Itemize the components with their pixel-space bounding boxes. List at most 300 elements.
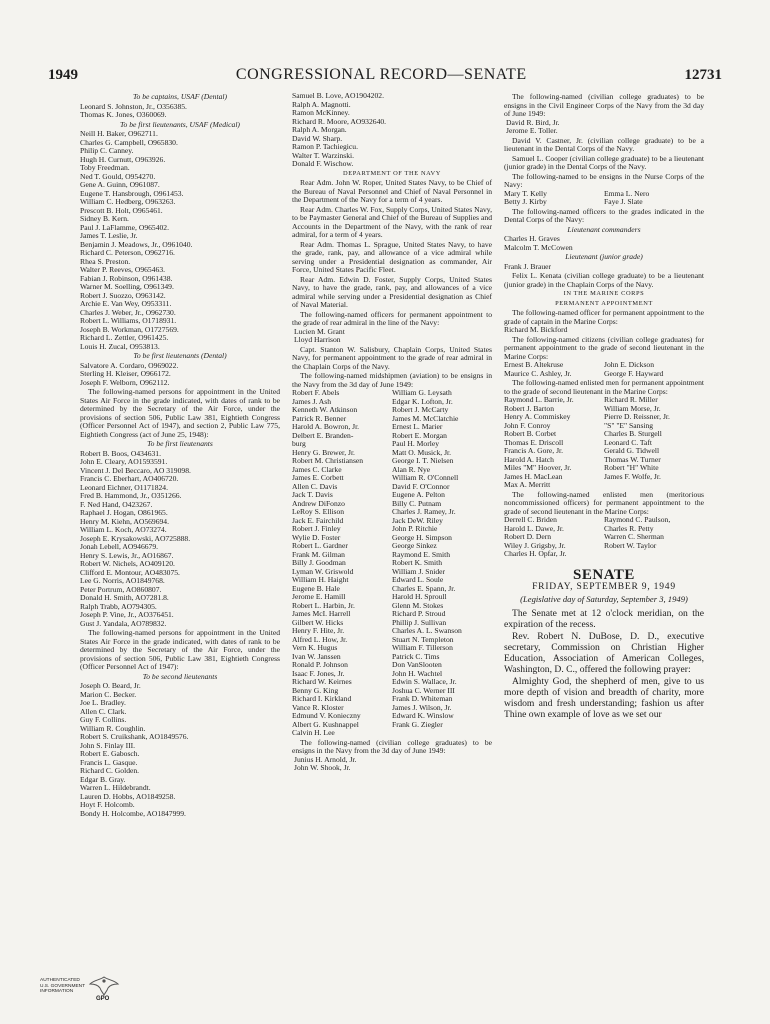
list-item: Allen C. Davis [292, 482, 338, 491]
list-item: Alfred L. How, Jr. [292, 635, 348, 644]
section-heading: Lieutenant (junior grade) [565, 252, 643, 261]
list-item: George H. Simpson [392, 533, 452, 542]
department-heading: DEPARTMENT OF THE NAVY [343, 169, 441, 177]
list-item: Edward K. Winslow [392, 712, 454, 720]
list-row [292, 593, 492, 602]
list-row [504, 464, 704, 473]
list-item: Salvatore A. Cordaro, O969022. [80, 360, 179, 370]
list-item: Jerome E. Hamill [292, 593, 346, 601]
gpo-label: GPO [96, 996, 110, 1002]
paragraph: The following-named persons for appointment in the United States Air Force in the grade indicated, with dates of rank to be determined by the Secretary of the Air Force, under the provisions of section 506, Public Law 381, Eightieth Congress (Officer Personnel Act of 1947): [80, 628, 280, 671]
list-row [504, 190, 704, 199]
list-item: Guy F. Collins. [80, 715, 127, 724]
list-item [392, 729, 492, 738]
list-row [292, 636, 492, 645]
list-item: Robert K. Smith [392, 559, 442, 567]
column-3 [504, 92, 704, 980]
list-item: Charles B. Sturgell [604, 430, 662, 438]
list-item: Donald F. Wischow. [292, 159, 354, 168]
list-row [504, 542, 704, 551]
name-list [292, 756, 492, 773]
list-item: Betty J. Kirby [504, 198, 547, 206]
list-item: Frank D. Whiteman [392, 695, 453, 703]
list-item: Edgar B. Gray. [80, 774, 126, 784]
name-list [80, 130, 280, 351]
list-item: Peter Portrum, AO860807. [80, 584, 162, 594]
list-row [292, 534, 492, 543]
list-item: Robert "H" White [604, 464, 659, 472]
list-item: Charles J. Weber, Jr., O962730. [80, 307, 176, 317]
name-list [80, 450, 280, 629]
list-item: burg [292, 440, 306, 448]
list-row [292, 627, 492, 636]
list-item: Louis H. Zucal, O953813. [80, 341, 160, 351]
list-item: William L. Koch, AO73274. [80, 525, 167, 534]
list-row [292, 610, 492, 619]
list-item: William H. Haight [292, 576, 349, 584]
list-row [292, 415, 492, 424]
list-item: Lyman W. Griswold [292, 567, 354, 576]
paragraph: Rear Adm. John W. Roper, United States Navy, to be Chief of the Bureau of Naval Personnel and Chief of Naval Personnel in the Department of the Navy for a term of 4 years. [292, 178, 492, 204]
list-item: Robert D. Dern [504, 533, 552, 541]
two-column-name-list [504, 190, 704, 207]
paragraph: The following-named enlisted men for permanent appointment to the grade of second lieutenant in the Marine Corps: [504, 378, 704, 396]
list-item: Derrell C. Briden [504, 516, 557, 524]
list-row [292, 644, 492, 653]
list-row [292, 695, 492, 704]
name-list [80, 103, 280, 120]
list-item: Robert L. Harbin, Jr. [292, 601, 355, 610]
list-item: Raphael J. Hogan, O861965. [80, 508, 168, 517]
list-item: Don VanSlooten [392, 661, 442, 669]
list-item: George Sinkez [392, 542, 437, 550]
list-item: Jonah Lebell, AO946679. [80, 542, 159, 551]
list-item: Harold A. Hatch [504, 455, 554, 464]
list-row [292, 687, 492, 696]
list-item: Benny G. King [292, 686, 339, 695]
list-item: Charles E. Spann, Jr. [392, 584, 456, 593]
list-item: Robert B. Boos, O434631. [80, 448, 162, 458]
list-item: Hugh H. Curnutt, O963926. [80, 154, 166, 164]
list-item: David R. Bird, Jr. [506, 117, 560, 127]
list-item: Warner M. Soelling, O961349. [80, 282, 174, 291]
eagle-icon [88, 974, 120, 998]
list-item: Junius H. Arnold, Jr. [294, 754, 357, 764]
list-item: Warren C. Sherman [604, 533, 664, 541]
list-item: Glenn M. Stokes [392, 601, 444, 610]
list-item: Richard C. Golden. [80, 766, 140, 775]
list-item: Robert L. Williams, O1718931. [80, 316, 177, 325]
list-row [292, 542, 492, 551]
name-list [292, 328, 492, 345]
list-item: Henry M. Kiehn, AO569694. [80, 516, 170, 526]
paragraph: The following-named midshipmen (aviation) to be ensigns in the Navy from the 3d day of June 1949: [292, 371, 492, 389]
list-item: Ramon P. Tachiegicu. [292, 142, 358, 151]
list-item: Sterling H. Kleiser, O966172. [80, 369, 171, 378]
list-row [504, 422, 704, 431]
list-item: William F. Tillerson [392, 644, 453, 652]
list-row [292, 721, 492, 730]
list-item: Edmund V. Konieczny [292, 712, 361, 720]
list-item: Henry G. Brewer, Jr. [292, 448, 355, 457]
list-item: John E. Dickson [604, 361, 654, 369]
list-item: James F. Wolfe, Jr. [604, 472, 661, 481]
list-item: William G. Leysath [392, 389, 452, 397]
list-item: Matt O. Musick, Jr. [392, 448, 452, 457]
list-item: Eugene A. Pelton [392, 491, 445, 499]
list-item: Warren L. Hildebrandt. [80, 783, 151, 792]
paragraph: The following-named persons for appointment in the United States Air Force in the grade indicated, with dates of rank to be determined by the Secretary of the Air Force, under the provisions of section 506, Public Law 381, Eightieth Congress (Officer Personnel Act of 1947), and section 2, Public Law 775, Eightieth Congress (act of June 25, 1948): [80, 387, 280, 439]
list-row [504, 533, 704, 542]
list-item: Ramon McKinney. [292, 108, 350, 117]
prayer-paragraph: Almighty God, the shepherd of men, give to us more depth of vision and breadth of charity, more wisdom and fresh understanding; fashion us after Thine own example of love as we set our [504, 675, 704, 720]
list-row [292, 661, 492, 670]
list-item: Walter T. Warzinski. [292, 150, 355, 160]
list-row [504, 473, 704, 482]
list-row [504, 525, 704, 534]
list-item: Ernest L. Marier [392, 423, 443, 431]
paragraph: The following-named officer for permanent appointment to the grade of captain in the Marine Corps: [504, 308, 704, 326]
name-list [504, 235, 704, 252]
list-item: Robert F. Abels [292, 389, 340, 397]
list-item: Lauren D. Hobbs, AO1849258. [80, 791, 176, 801]
list-item: Prescott B. Holt, O965461. [80, 205, 163, 215]
list-item: Edgar K. Lofton, Jr. [392, 397, 453, 406]
list-row [504, 198, 704, 207]
list-item: Mary T. Kelly [504, 189, 547, 198]
list-item: Frank G. Ziegler [392, 720, 443, 729]
paragraph: Rear Adm. Charles W. Fox, Supply Corps, United States Navy, to be Paymaster General and Chief of the Bureau of Supplies and Accounts in the Department of the Navy, with the rank of rear admiral, for a term of 4 years. [292, 204, 492, 239]
list-item: Ernest B. Altekruse [504, 361, 564, 369]
list-item: Neill H. Baker, O962711. [80, 129, 158, 138]
list-item: David F. O'Connor [392, 482, 450, 491]
column-1 [80, 92, 280, 980]
list-item: Samuel B. Love, AO1904202. [292, 92, 384, 100]
paragraph: Rear Adm. Edwin D. Foster, Supply Corps, United States Navy, to have the grade, rank, pay, and allowances of a vice admiral while serving under a Presidential designation as Chief of Naval Material. [292, 274, 492, 309]
list-row [292, 619, 492, 628]
list-row [504, 413, 704, 422]
list-item: Robert L. Gardner [292, 542, 348, 550]
list-item: Francis C. Eberhart, AO406720. [80, 474, 179, 483]
list-item: Benjamin J. Meadows, Jr., O961040. [80, 239, 193, 249]
list-row [292, 576, 492, 585]
list-item: Isaac F. Jones, Jr. [292, 669, 345, 678]
list-item: "S" "E" Sansing [604, 421, 654, 430]
list-item: Hoyt F. Holcomb. [80, 800, 135, 809]
name-list [504, 326, 704, 335]
list-row [292, 712, 492, 721]
paragraph: David V. Castner, Jr. (civilian college graduate) to be a lieutenant in the Dental Corps of the Navy. [504, 135, 704, 153]
two-column-name-list [504, 396, 704, 490]
list-row [292, 653, 492, 662]
list-item: Ronald P. Johnson [292, 661, 348, 669]
list-row [292, 389, 492, 398]
list-item: George F. Hayward [604, 369, 664, 378]
list-item: Paul J. LaFlamme, O965402. [80, 222, 170, 232]
name-list [292, 92, 492, 169]
list-item: Miles "M" Hoover, Jr. [504, 464, 572, 472]
list-item: John S. Finlay III. [80, 740, 136, 750]
list-item: Robert B. Corbet [504, 430, 557, 438]
list-item: Edward L. Soule [392, 576, 444, 584]
list-item: Frank M. Gilman [292, 550, 345, 559]
list-item: John W. Shook, Jr. [294, 763, 351, 772]
list-item: James McI. Harrell [292, 610, 351, 618]
list-item: Lucien M. Grant [294, 326, 345, 336]
paragraph: Capt. Stanton W. Salisbury, Chaplain Corps, United States Navy, for permanent appointment to the grade of rear admiral in the Chaplain Corps of the Navy. [292, 344, 492, 371]
list-item: Francis L. Gasque. [80, 757, 138, 767]
paragraph: The following-named officers to the grades indicated in the Dental Corps of the Navy: [504, 206, 704, 224]
list-item: Faye J. Slate [604, 198, 643, 206]
list-item: Clifford E. Montour, AO483075. [80, 567, 180, 577]
paragraph: The following-named (civilian college graduates) to be ensigns in the Civil Engineer Corps of the Navy from the 3d day of June 1949: [504, 92, 704, 118]
list-row [292, 585, 492, 594]
section-heading: To be first lieutenants, USAF (Medical) [120, 119, 240, 129]
list-item: Edwin S. Wallace, Jr. [392, 678, 457, 686]
list-item: Jack DeW. Riley [392, 516, 443, 525]
list-item: Wylie D. Foster [292, 533, 341, 542]
list-row [292, 474, 492, 483]
gpo-eagle-logo [88, 974, 120, 1008]
list-item: Eugene T. Hansbrough, O961453. [80, 188, 184, 198]
name-list [80, 362, 280, 388]
list-item: Delbert E. Branden- [292, 431, 354, 440]
list-row [292, 483, 492, 492]
list-item: Alan R. Nye [392, 465, 431, 474]
paragraph: Samuel L. Cooper (civilian college graduate) to be a lieutenant (junior grade) in the Dental Corps of the Navy. [504, 153, 704, 171]
list-row [292, 491, 492, 500]
list-row [292, 704, 492, 713]
list-item: Kenneth W. Atkinson [292, 406, 358, 414]
list-item: Billy J. Goodman [292, 559, 346, 567]
list-item: Robert J. Suozzo, O963142. [80, 290, 166, 300]
list-item: William R. O'Connell [392, 474, 459, 482]
list-item: James J. Ash [292, 397, 332, 406]
list-row [292, 729, 492, 738]
list-item: Charles R. Petty [604, 524, 654, 533]
list-item: Pierre D. Reissner, Jr. [604, 413, 670, 421]
list-item: Vern K. Hugus [292, 644, 338, 652]
list-row [504, 396, 704, 405]
page-header [48, 66, 722, 90]
list-item: James E. Corbett [292, 474, 344, 482]
list-item: Joseph P. Vine, Jr., AO376451. [80, 610, 174, 619]
list-item: John E. Cleary, AO1593591. [80, 457, 168, 466]
list-item: Ralph A. Magnotti. [292, 99, 351, 109]
list-item: Robert E. Gabosch. [80, 749, 140, 758]
list-item: Henry A. Commiskey [504, 413, 571, 421]
list-item: Stuart N. Templeton [392, 635, 454, 644]
list-row [292, 525, 492, 534]
list-item: Harold H. Sproull [392, 593, 447, 601]
list-item: Harold A. Bowron, Jr. [292, 423, 360, 431]
list-item: Emma L. Nero [604, 189, 650, 198]
list-item: John H. Wachtel [392, 669, 443, 678]
list-item: Henry F. Hite, Jr. [292, 627, 345, 635]
list-row [292, 466, 492, 475]
list-item: William R. Coughlin. [80, 723, 146, 733]
list-item: Lloyd Harrison [294, 335, 341, 344]
list-row [292, 398, 492, 407]
list-item: Allen C. Clark. [80, 706, 127, 716]
list-item: Wiley J. Grigsby, Jr. [504, 541, 566, 550]
section-heading: Lieutenant commanders [567, 224, 641, 234]
list-item: William J. Snider [392, 567, 446, 576]
list-row [292, 406, 492, 415]
list-item: Harold L. Dawe, Jr. [504, 524, 564, 533]
list-row [504, 550, 704, 559]
list-item: Ned T. Gould, O954270. [80, 171, 156, 181]
list-item: Henry S. Lewis, Jr., AO16867. [80, 550, 174, 560]
two-column-name-list [292, 389, 492, 738]
list-item: Richard W. Keirnes [292, 678, 352, 686]
list-item: Richard R. Moore, AO932640. [292, 116, 387, 126]
list-item: Thomas E. Driscoll [504, 438, 564, 447]
list-row [504, 447, 704, 456]
legislative-day: (Legislative day of Saturday, September 3, 1949) [520, 593, 688, 604]
list-item: James H. MacLean [504, 472, 563, 481]
list-item: Charles G. Campbell, O965830. [80, 137, 178, 147]
list-item: Richard I. Kirkland [292, 695, 352, 703]
list-row [292, 568, 492, 577]
list-item: Richard L. Zettler, O961425. [80, 333, 169, 342]
list-item: Richard P. Stroud [392, 610, 446, 618]
list-row [292, 500, 492, 509]
paragraph: The following-named enlisted men (meritorious noncommissioned officers) for permanent appointment to the grade of second lieutenant in the Marine Corps: [504, 489, 704, 516]
list-item: Jack T. Davis [292, 491, 333, 499]
list-item: Richard M. Bickford [504, 325, 568, 334]
paragraph: The following-named to be ensigns in the Nurse Corps of the Navy: [504, 171, 704, 189]
list-item: John P. Ritchie [392, 525, 438, 533]
list-item: Charles H. Opfar, Jr. [504, 550, 567, 558]
section-heading: To be captains, USAF (Dental) [133, 92, 227, 101]
section-heading: PERMANENT APPOINTMENT [555, 299, 653, 307]
list-item: Billy C. Putnam [392, 499, 442, 508]
paragraph: The Senate met at 12 o'clock meridian, on the expiration of the recess. [504, 607, 704, 630]
list-item: Joseph F. Welborn, O962112. [80, 377, 170, 387]
list-item: Albert G. Kushnappel [292, 720, 359, 729]
paragraph: The following-named officers for permanent appointment to the grade of rear admiral in the line of the Navy: [292, 309, 492, 327]
paragraph: Felix L. Kenata (civilian college graduate) to be a lieutenant (junior grade) in the Chaplain Corps of the Navy. [504, 271, 704, 289]
list-item: Joshua C. Werner III [392, 686, 455, 695]
list-item: Bondy H. Holcombe, AO1847999. [80, 808, 186, 818]
list-row [292, 551, 492, 560]
list-item: James T. Leslie, Jr. [80, 231, 138, 240]
list-item: Joe L. Bradley. [80, 698, 126, 707]
list-item: Ralph A. Morgan. [292, 125, 347, 134]
list-item: Thomas K. Jones, O360069. [80, 110, 167, 119]
list-item: Gilbert W. Hicks [292, 618, 344, 627]
list-row [292, 602, 492, 611]
list-item: Leonard Eichner, O1171824. [80, 482, 168, 492]
section-heading: To be first lieutenants (Dental) [133, 351, 227, 360]
list-item: Gust J. Yandala, AO789832. [80, 618, 167, 628]
list-item: Toby Freedman. [80, 163, 130, 172]
list-item: John F. Conroy [504, 421, 551, 430]
section-heading: To be second lieutenants [142, 671, 218, 681]
list-item: Robert J. McCarty [392, 406, 449, 414]
paragraph: Rear Adm. Thomas L. Sprague, United States Navy, to have the grade, rank, pay, and allowance of a vice admiral while serving under a Presidential designation as commander, Air Force, United States Pacific Fleet. [292, 239, 492, 274]
list-item: Gene A. Guinn, O961087. [80, 180, 160, 189]
list-item: Rhea S. Preston. [80, 256, 131, 266]
list-item: Charles J. Ramey, Jr. [392, 508, 456, 516]
list-item: Patrick R. Benner [292, 414, 347, 423]
section-heading: IN THE MARINE CORPS [563, 290, 645, 297]
list-item: Joseph E. Krysakowski, AO725888. [80, 533, 191, 543]
list-item: William Morse, Jr. [604, 404, 661, 413]
session-date: FRIDAY, SEPTEMBER 9, 1949 [532, 582, 676, 592]
senate-heading: SENATE [573, 566, 635, 583]
list-item: Archie E. Van Wey, O953311. [80, 299, 172, 308]
list-item: Ivan W. Janssen [292, 652, 341, 661]
list-item: James C. Clarke [292, 465, 342, 474]
list-item: Walter P. Reeves, O965463. [80, 265, 166, 274]
list-item: Robert J. Finley [292, 525, 341, 533]
list-item: James J. Wilson, Jr. [392, 703, 452, 712]
list-item [604, 550, 704, 559]
list-row [292, 670, 492, 679]
list-item: Robert S. Cruikshank, AO1849576. [80, 732, 189, 741]
list-item: Gerald G. Tidwell [604, 447, 660, 455]
list-row [504, 370, 704, 379]
list-item: F. Ned Hand, O423267. [80, 499, 153, 509]
list-row [292, 559, 492, 568]
list-item: Vance R. Kloster [292, 703, 344, 712]
two-column-name-list [504, 361, 704, 378]
two-column-name-list [504, 516, 704, 559]
name-list [504, 263, 704, 272]
paragraph: Rev. Robert N. DuBose, D. D., executive secretary, Commission on Christian Higher Education, Association of American Colleges, Washington, D. C., offered the following prayer: [504, 630, 704, 675]
list-item: Patrick C. Tims [392, 652, 440, 661]
list-item: Robert W. Taylor [604, 541, 657, 550]
list-item: Francis A. Gore, Jr. [504, 447, 564, 455]
list-item: Philip C. Canney. [80, 146, 134, 155]
list-item: Malcolm T. McCowen [504, 242, 573, 252]
list-item: Sidney B. Kern. [80, 214, 129, 223]
list-item: Richard R. Miller [604, 396, 658, 404]
list-item: Robert M. Christiansen [292, 457, 364, 465]
name-list [80, 682, 280, 818]
list-row [504, 430, 704, 439]
list-item [604, 481, 704, 490]
list-item: Fabian J. Robinson, O961438. [80, 273, 173, 283]
list-item: Thomas W. Turner [604, 455, 661, 464]
list-item: Marion C. Becker. [80, 689, 137, 699]
list-row [504, 405, 704, 414]
list-item: Charles A. L. Swanson [392, 627, 462, 635]
list-item: Ralph Trabb, AO794305. [80, 601, 157, 611]
list-item: Lee G. Norris, AO1849768. [80, 576, 165, 585]
list-item: Paul H. Morley [392, 440, 440, 448]
list-row [504, 439, 704, 448]
list-row [504, 481, 704, 490]
list-item: Robert E. Morgan [392, 431, 447, 440]
list-row [292, 678, 492, 687]
list-item: James M. McClatchie [392, 414, 459, 423]
list-item: Joseph O. Beard, Jr. [80, 681, 141, 690]
list-item: Robert W. Nichels, AO409120. [80, 559, 175, 568]
paragraph: The following-named (civilian college graduates) to be ensigns in the Navy from the 3d day of June 1949: [292, 737, 492, 755]
list-item: Andrew DiFonzo [292, 499, 345, 508]
header-page-number: 12731 [684, 67, 722, 83]
list-item: Jerome E. Toller. [506, 126, 558, 135]
paragraph: The following-named citizens (civilian college graduates) for permanent appointment to the grade of second lieutenant in the Marine Corps: [504, 334, 704, 361]
list-item: LeRoy S. Ellison [292, 508, 345, 516]
list-item: Raymond E. Smith [392, 550, 451, 559]
list-item: David W. Sharp. [292, 133, 343, 143]
authentication-stamp [40, 974, 150, 1014]
list-item: Phillip J. Sullivan [392, 618, 447, 627]
